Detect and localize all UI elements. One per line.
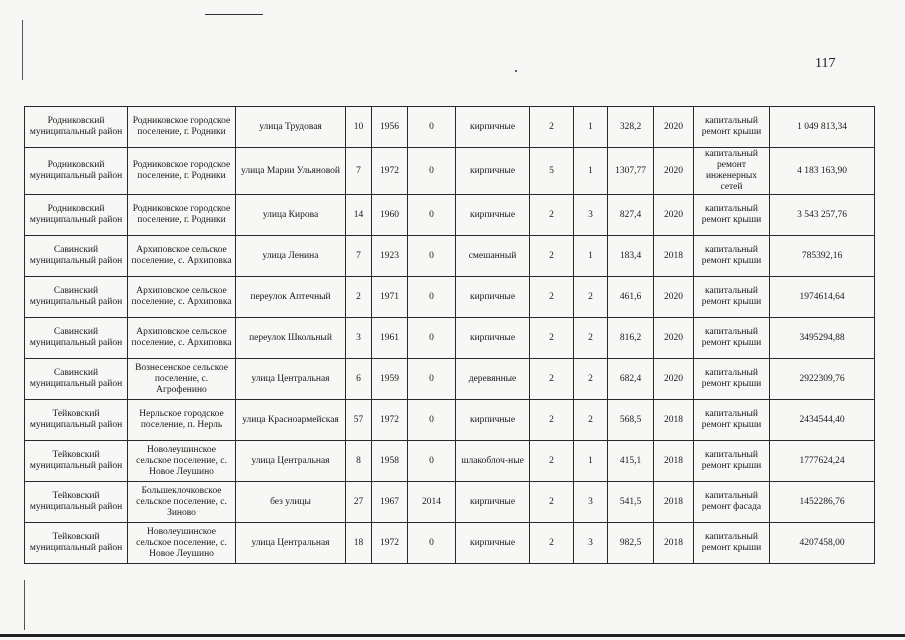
- cell-build-year: 1961: [372, 318, 408, 359]
- cell-cost: 1777624,24: [770, 441, 875, 482]
- cell-build-year: 1956: [372, 107, 408, 148]
- cell-build-year: 1923: [372, 236, 408, 277]
- cell-repair-year: 2020: [654, 195, 694, 236]
- table-row: [25, 107, 875, 148]
- cell-entrances: 1: [574, 236, 608, 277]
- cell-entrances: 3: [574, 523, 608, 564]
- cell-wall-material: кирпичные: [456, 195, 530, 236]
- cell-work-type: капитальный ремонт крыши: [694, 523, 770, 564]
- cell-settlement: Новолеушинское сельское поселение, с. Новое Леушино: [128, 441, 236, 482]
- cell-wall-material: кирпичные: [456, 318, 530, 359]
- cell-floors: 5: [530, 148, 574, 195]
- cell-work-type: капитальный ремонт крыши: [694, 277, 770, 318]
- cell-build-year: 1972: [372, 148, 408, 195]
- cell-reconstruction-year: 2014: [408, 482, 456, 523]
- cell-entrances: 1: [574, 441, 608, 482]
- cell-repair-year: 2018: [654, 400, 694, 441]
- cell-area: 541,5: [608, 482, 654, 523]
- cell-street: улица Ленина: [236, 236, 346, 277]
- cell-cost: 2434544,40: [770, 400, 875, 441]
- table-row: [25, 523, 875, 564]
- table-row: [25, 482, 875, 523]
- cell-work-type: капитальный ремонт крыши: [694, 107, 770, 148]
- cell-house-number: 27: [346, 482, 372, 523]
- cell-street: улица Центральная: [236, 523, 346, 564]
- cell-wall-material: кирпичные: [456, 523, 530, 564]
- cell-district: Савинский муниципальный район: [25, 277, 128, 318]
- cell-wall-material: смешанный: [456, 236, 530, 277]
- cell-entrances: 3: [574, 195, 608, 236]
- cell-work-type: капитальный ремонт крыши: [694, 236, 770, 277]
- cell-floors: 2: [530, 277, 574, 318]
- cell-area: 1307,77: [608, 148, 654, 195]
- cell-entrances: 2: [574, 277, 608, 318]
- cell-floors: 2: [530, 441, 574, 482]
- cell-wall-material: кирпичные: [456, 107, 530, 148]
- cell-work-type: капитальный ремонт крыши: [694, 359, 770, 400]
- cell-floors: 2: [530, 318, 574, 359]
- cell-wall-material: деревянные: [456, 359, 530, 400]
- scan-line-top: [205, 14, 263, 15]
- cell-reconstruction-year: 0: [408, 195, 456, 236]
- cell-street: без улицы: [236, 482, 346, 523]
- cell-build-year: 1958: [372, 441, 408, 482]
- cell-settlement: Большеклочковское сельское поселение, с. Зиново: [128, 482, 236, 523]
- cell-area: 682,4: [608, 359, 654, 400]
- cell-district: Савинский муниципальный район: [25, 236, 128, 277]
- cell-reconstruction-year: 0: [408, 107, 456, 148]
- cell-settlement: Архиповское сельское поселение, с. Архиповка: [128, 318, 236, 359]
- cell-house-number: 2: [346, 277, 372, 318]
- cell-street: улица Центральная: [236, 441, 346, 482]
- cell-house-number: 14: [346, 195, 372, 236]
- cell-build-year: 1959: [372, 359, 408, 400]
- cell-wall-material: кирпичные: [456, 482, 530, 523]
- cell-work-type: капитальный ремонт крыши: [694, 441, 770, 482]
- cell-cost: 1974614,64: [770, 277, 875, 318]
- cell-settlement: Родниковское городское поселение, г. Родники: [128, 148, 236, 195]
- cell-street: улица Марии Ульяновой: [236, 148, 346, 195]
- cell-build-year: 1960: [372, 195, 408, 236]
- cell-area: 328,2: [608, 107, 654, 148]
- cell-repair-year: 2020: [654, 148, 694, 195]
- cell-area: 461,6: [608, 277, 654, 318]
- table-row: [25, 400, 875, 441]
- cell-cost: 3495294,88: [770, 318, 875, 359]
- cell-wall-material: шлакоблоч-ные: [456, 441, 530, 482]
- table-row: [25, 441, 875, 482]
- cell-settlement: Архиповское сельское поселение, с. Архиповка: [128, 236, 236, 277]
- cell-work-type: капитальный ремонт крыши: [694, 195, 770, 236]
- cell-repair-year: 2018: [654, 236, 694, 277]
- cell-entrances: 1: [574, 107, 608, 148]
- housing-repair-table: [24, 106, 875, 564]
- cell-settlement: Нерльское городское поселение, п. Нерль: [128, 400, 236, 441]
- scan-dot: [515, 70, 517, 72]
- cell-house-number: 3: [346, 318, 372, 359]
- cell-floors: 2: [530, 400, 574, 441]
- cell-district: Родниковский муниципальный район: [25, 148, 128, 195]
- table-row: [25, 195, 875, 236]
- cell-street: переулок Аптечный: [236, 277, 346, 318]
- cell-area: 568,5: [608, 400, 654, 441]
- cell-area: 183,4: [608, 236, 654, 277]
- cell-street: улица Красноармейская: [236, 400, 346, 441]
- cell-reconstruction-year: 0: [408, 318, 456, 359]
- cell-settlement: Родниковское городское поселение, г. Родники: [128, 195, 236, 236]
- cell-street: улица Кирова: [236, 195, 346, 236]
- table-row: [25, 148, 875, 195]
- cell-reconstruction-year: 0: [408, 400, 456, 441]
- scan-mark-left-bottom: [24, 580, 25, 630]
- cell-floors: 2: [530, 523, 574, 564]
- cell-street: улица Трудовая: [236, 107, 346, 148]
- page-number: 117: [815, 56, 836, 71]
- cell-repair-year: 2020: [654, 359, 694, 400]
- cell-district: Тейковский муниципальный район: [25, 523, 128, 564]
- cell-reconstruction-year: 0: [408, 359, 456, 400]
- cell-house-number: 6: [346, 359, 372, 400]
- cell-floors: 2: [530, 359, 574, 400]
- cell-build-year: 1972: [372, 400, 408, 441]
- cell-district: Родниковский муниципальный район: [25, 107, 128, 148]
- cell-settlement: Архиповское сельское поселение, с. Архиповка: [128, 277, 236, 318]
- cell-house-number: 7: [346, 236, 372, 277]
- cell-work-type: капитальный ремонт инженерных сетей: [694, 148, 770, 195]
- scan-line-bottom: [0, 634, 905, 637]
- cell-floors: 2: [530, 107, 574, 148]
- cell-street: переулок Школьный: [236, 318, 346, 359]
- cell-settlement: Родниковское городское поселение, г. Родники: [128, 107, 236, 148]
- cell-house-number: 8: [346, 441, 372, 482]
- cell-house-number: 57: [346, 400, 372, 441]
- table-row: [25, 318, 875, 359]
- cell-street: улица Центральная: [236, 359, 346, 400]
- cell-wall-material: кирпичные: [456, 400, 530, 441]
- cell-district: Тейковский муниципальный район: [25, 400, 128, 441]
- cell-entrances: 3: [574, 482, 608, 523]
- cell-settlement: Новолеушинское сельское поселение, с. Новое Леушино: [128, 523, 236, 564]
- cell-cost: 4 183 163,90: [770, 148, 875, 195]
- cell-district: Савинский муниципальный район: [25, 318, 128, 359]
- cell-repair-year: 2020: [654, 318, 694, 359]
- cell-build-year: 1967: [372, 482, 408, 523]
- cell-floors: 2: [530, 195, 574, 236]
- cell-area: 816,2: [608, 318, 654, 359]
- cell-district: Тейковский муниципальный район: [25, 482, 128, 523]
- cell-floors: 2: [530, 236, 574, 277]
- cell-reconstruction-year: 0: [408, 441, 456, 482]
- cell-repair-year: 2018: [654, 523, 694, 564]
- cell-work-type: капитальный ремонт крыши: [694, 318, 770, 359]
- cell-cost: 4207458,00: [770, 523, 875, 564]
- cell-house-number: 7: [346, 148, 372, 195]
- cell-build-year: 1971: [372, 277, 408, 318]
- cell-cost: 1 049 813,34: [770, 107, 875, 148]
- cell-work-type: капитальный ремонт крыши: [694, 400, 770, 441]
- cell-cost: 1452286,76: [770, 482, 875, 523]
- cell-wall-material: кирпичные: [456, 277, 530, 318]
- cell-reconstruction-year: 0: [408, 277, 456, 318]
- cell-repair-year: 2018: [654, 441, 694, 482]
- cell-wall-material: кирпичные: [456, 148, 530, 195]
- cell-entrances: 2: [574, 400, 608, 441]
- table-row: [25, 236, 875, 277]
- cell-reconstruction-year: 0: [408, 236, 456, 277]
- cell-reconstruction-year: 0: [408, 523, 456, 564]
- cell-area: 415,1: [608, 441, 654, 482]
- cell-settlement: Вознесенское сельское поселение, с. Агрофенино: [128, 359, 236, 400]
- cell-repair-year: 2018: [654, 482, 694, 523]
- cell-district: Тейковский муниципальный район: [25, 441, 128, 482]
- cell-district: Родниковский муниципальный район: [25, 195, 128, 236]
- cell-cost: 3 543 257,76: [770, 195, 875, 236]
- cell-house-number: 10: [346, 107, 372, 148]
- cell-repair-year: 2020: [654, 277, 694, 318]
- cell-repair-year: 2020: [654, 107, 694, 148]
- cell-build-year: 1972: [372, 523, 408, 564]
- cell-entrances: 2: [574, 359, 608, 400]
- table-row: [25, 359, 875, 400]
- cell-house-number: 18: [346, 523, 372, 564]
- cell-work-type: капитальный ремонт фасада: [694, 482, 770, 523]
- table-row: [25, 277, 875, 318]
- cell-entrances: 2: [574, 318, 608, 359]
- cell-area: 982,5: [608, 523, 654, 564]
- cell-floors: 2: [530, 482, 574, 523]
- cell-entrances: 1: [574, 148, 608, 195]
- scan-mark-left-top: [22, 20, 23, 80]
- cell-reconstruction-year: 0: [408, 148, 456, 195]
- cell-cost: 2922309,76: [770, 359, 875, 400]
- cell-district: Савинский муниципальный район: [25, 359, 128, 400]
- cell-area: 827,4: [608, 195, 654, 236]
- table-body: [25, 107, 875, 564]
- cell-cost: 785392,16: [770, 236, 875, 277]
